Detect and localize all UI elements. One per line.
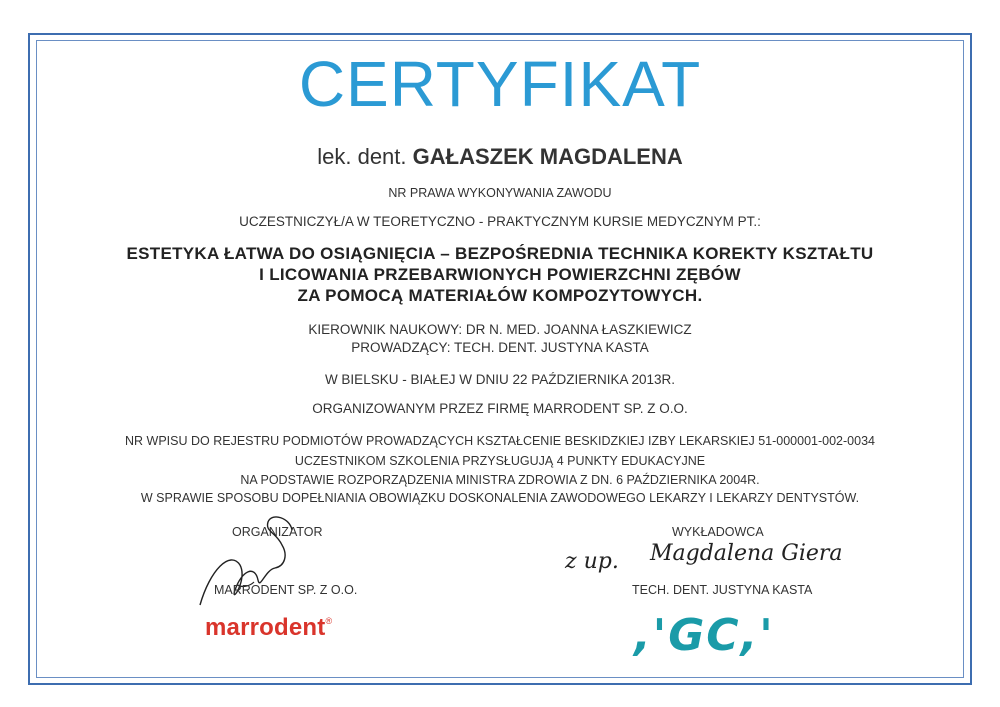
recipient-prefix: lek. dent. (317, 144, 407, 169)
organizer-line: ORGANIZOWANYM PRZEZ FIRMĘ MARRODENT SP. Z O.O. (312, 401, 688, 416)
certificate-border-inner (36, 40, 964, 678)
scientific-lead: KIEROWNIK NAUKOWY: DR N. MED. JOANNA ŁASZKIEWICZ (308, 322, 692, 337)
legal-line-1: NR WPISU DO REJESTRU PODMIOTÓW PROWADZĄCYCH KSZTAŁCENIE BESKIDZKIEJ IZBY LEKARSKIEJ 51-000001-002-0034 (125, 434, 875, 448)
course-title-line-2: I LICOWANIA PRZEBARWIONYCH POWIERZCHNI ZĘBÓW (259, 265, 741, 284)
svg-text:Magdalena Giera: Magdalena Giera (650, 541, 843, 566)
organizer-role: ORGANIZATOR (232, 525, 323, 539)
recipient-line (0, 143, 1000, 171)
lecturer-handwritten-signature (560, 530, 843, 580)
lecturer-name: TECH. DENT. JUSTYNA KASTA (632, 583, 813, 597)
certificate-title: CERTYFIKAT (298, 48, 702, 120)
lecturer-role: WYKŁADOWCA (672, 525, 764, 539)
marrodent-logo: marrodent® (205, 614, 333, 641)
gc-logo: ,'GC,' (634, 610, 775, 661)
recipient-name: GAŁASZEK MAGDALENA (412, 144, 683, 169)
license-line: NR PRAWA WYKONYWANIA ZAWODU (388, 186, 612, 200)
organizer-signature (180, 510, 320, 620)
legal-line-3: NA PODSTAWIE ROZPORZĄDZENIA MINISTRA ZDROWIA Z DN. 6 PAŹDZIERNIKA 2004R. (240, 473, 760, 487)
legal-line-2: UCZESTNIKOM SZKOLENIA PRZYSŁUGUJĄ 4 PUNKTY EDUKACYJNE (294, 454, 706, 468)
organizer-name: MARRODENT SP. Z O.O. (214, 583, 358, 597)
participation-line: UCZESTNICZYŁ/A W TEORETYCZNO - PRAKTYCZNYM KURSIE MEDYCZNYM PT.: (239, 214, 761, 229)
course-title-line-1: ESTETYKA ŁATWA DO OSIĄGNIĘCIA – BEZPOŚREDNIA TECHNIKA KOREKTY KSZTAŁTU (126, 244, 874, 263)
legal-line-4: W SPRAWIE SPOSOBU DOPEŁNIANIA OBOWIĄZKU DOSKONALENIA ZAWODOWEGO LEKARZY I LEKARZY DENTYSTÓW. (140, 491, 860, 505)
course-title-line-3: ZA POMOCĄ MATERIAŁÓW KOMPOZYTOWYCH. (297, 286, 703, 305)
presenter: PROWADZĄCY: TECH. DENT. JUSTYNA KASTA (351, 340, 649, 355)
place-date: W BIELSKU - BIAŁEJ W DNIU 22 PAŹDZIERNIKA 2013R. (324, 372, 676, 387)
svg-text:z up.: z up. (565, 549, 619, 574)
